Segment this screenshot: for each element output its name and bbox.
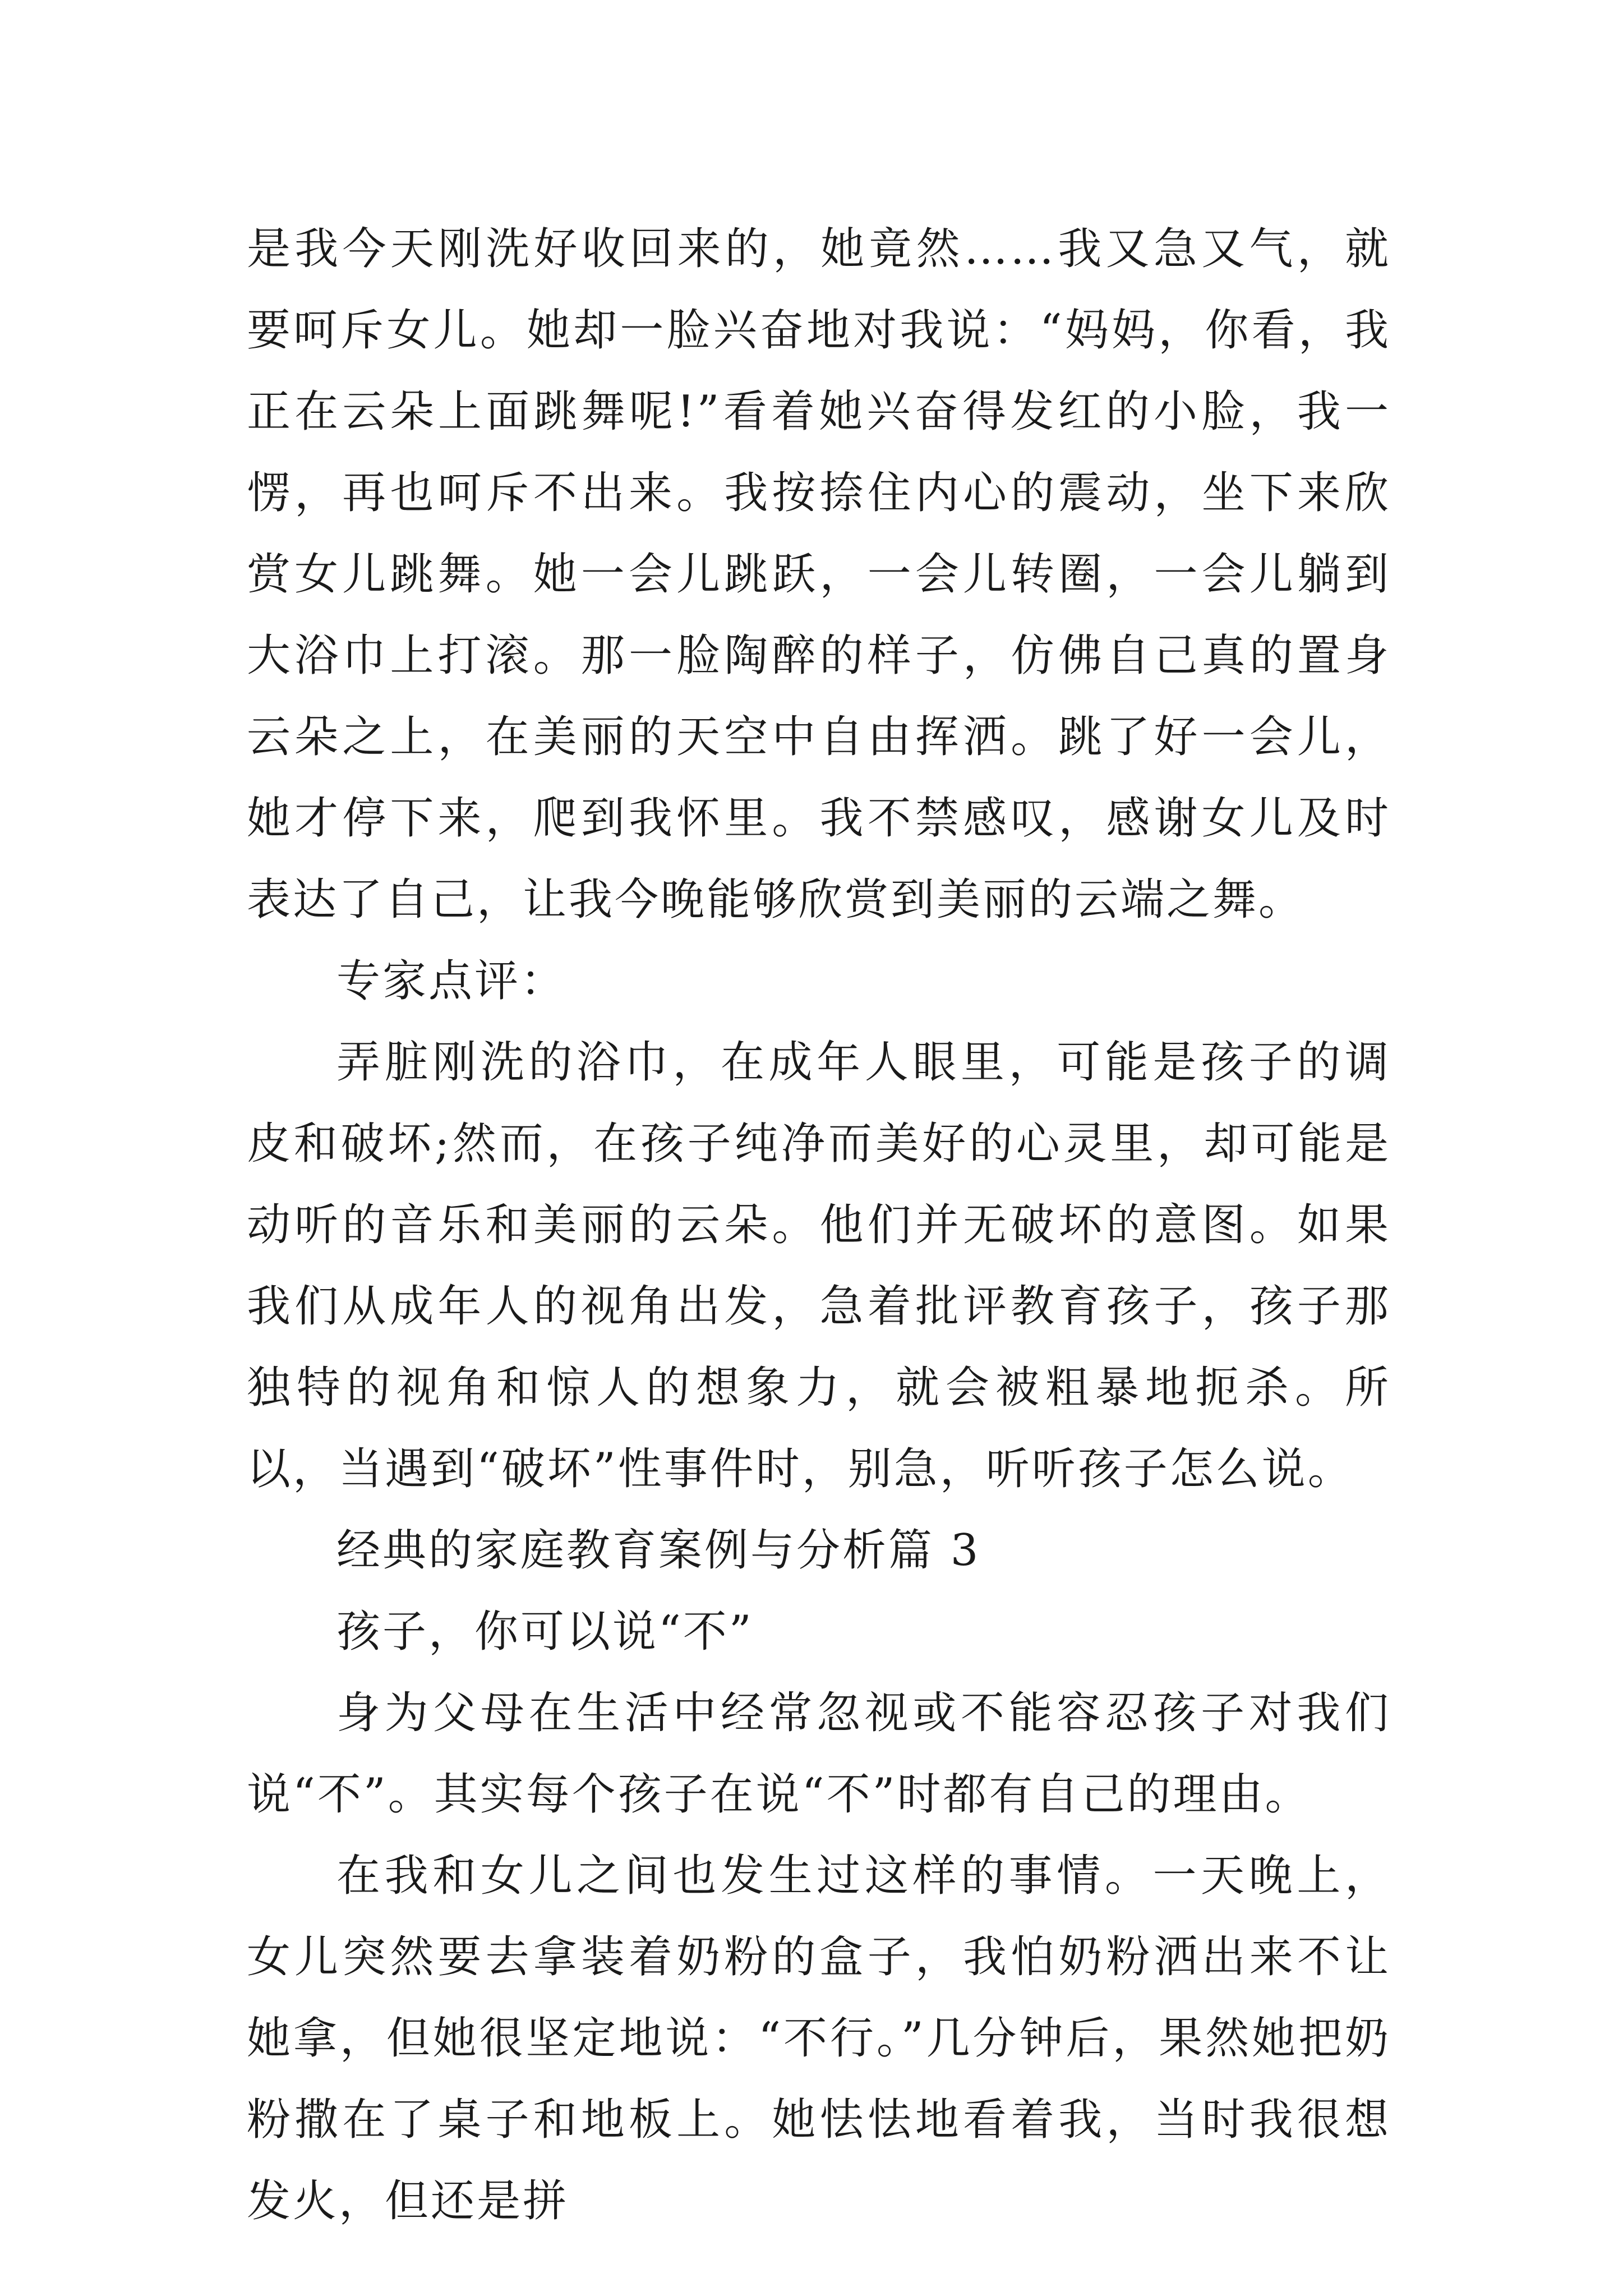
paragraph-continuation: 是我今天刚洗好收回来的，她竟然……我又急又气，就要呵斥女儿。她却一脸兴奋地对我说：“妈妈，你看，我正在云朵上面跳舞呢!”看着她兴奋得发红的小脸，我一愣，再也呵斥不出来。我按捺住内心的震动，坐下来欣赏女儿跳舞。她一会儿跳跃，一会儿转圈，一会儿躺到大浴巾上打滚。那一脸陶醉的样子，仿佛自己真的置身云朵之上，在美丽的天空中自由挥洒。跳了好一会儿，她才停下来，爬到我怀里。我不禁感叹，感谢女儿及时表达了自己，让我今晚能够欣赏到美丽的云端之舞。 [247, 224, 1391, 925]
expert-comment-heading: 专家点评： [336, 956, 567, 1006]
story-paragraph: 在我和女儿之间也发生过这样的事情。一天晚上，女儿突然要去拿装着奶粉的盒子，我怕奶粉洒出来不让她拿，但她很坚定地说：“不行。”几分钟后，果然她把奶粉撒在了桌子和地板上。她怯怯地看着我，当时我很想发火，但还是拼 [247, 1851, 1391, 2226]
expert-comment-paragraph: 弄脏刚洗的浴巾，在成年人眼里，可能是孩子的调皮和破坏;然而，在孩子纯净而美好的心灵里，却可能是动听的音乐和美丽的云朵。他们并无破坏的意图。如果我们从成年人的视角出发，急着批评教育孩子，孩子那独特的视角和惊人的想象力，就会被粗暴地扼杀。所以，当遇到“破坏”性事件时，别急，听听孩子怎么说。 [247, 1037, 1391, 1494]
article-title: 孩子，你可以说“不” [336, 1607, 754, 1657]
section-title: 经典的家庭教育案例与分析篇 3 [336, 1525, 981, 1576]
document-body [247, 209, 1391, 2242]
intro-paragraph: 身为父母在生活中经常忽视或不能容忍孩子对我们说“不”。其实每个孩子在说“不”时都有自己的理由。 [247, 1688, 1391, 1820]
